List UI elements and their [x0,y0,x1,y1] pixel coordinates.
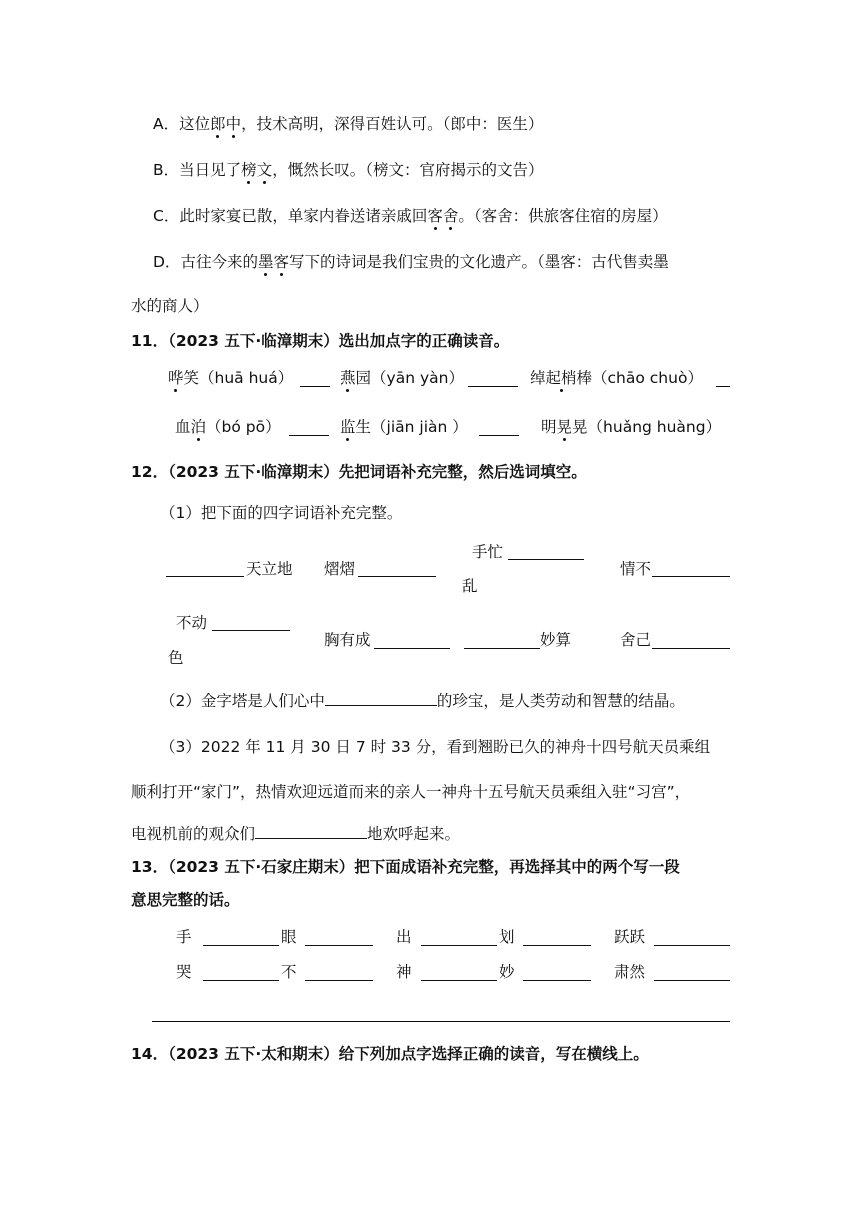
idiom-char: 哭 [176,963,192,981]
option-d-continuation: 水的商人） [131,297,209,315]
word-fragment: 妙算 [540,631,572,649]
answer-blank[interactable] [652,632,730,649]
pinyin-item: 燕园（yān yàn） [340,369,464,387]
answer-blank[interactable] [654,929,730,946]
word-fragment: 乱 [462,577,478,595]
word-fragment: 手忙 [472,543,504,561]
dotted-char: 泊 [190,418,207,436]
answer-blank[interactable] [508,543,584,560]
answer-blank[interactable] [374,632,450,649]
idiom-char: 跃跃 [614,928,646,946]
answer-blank[interactable] [523,929,591,946]
answer-blank[interactable] [325,689,437,706]
pinyin-item: 血泊（bó pō） [175,418,281,436]
dotted-char: 晃 [556,418,573,436]
writing-line[interactable] [152,1021,730,1022]
option-c: C．此时家宴已散，单家内眷送诸亲戚回客舍。（客舍：供旅客住宿的房屋） [153,207,668,225]
dotted-char: 哗 [168,369,184,387]
answer-blank[interactable] [212,614,290,631]
idiom-char: 眼 [281,928,297,946]
word-fragment: 胸有成 [324,631,371,649]
dotted-char: 榜 [241,161,257,179]
dotted-char: 郎 [210,115,226,133]
option-letter: C． [153,207,180,225]
dotted-char: 客 [427,207,443,225]
question-13-header-line-1: 13．（2023 五下·石家庄期末）把下面成语补充完整，再选择其中的两个写一段 [131,858,680,876]
answer-blank[interactable] [289,419,329,436]
pinyin-item: 监生（jiān jiàn ） [340,418,468,436]
answer-blank[interactable] [523,964,591,981]
answer-blank[interactable] [300,370,330,387]
answer-blank[interactable] [716,370,730,387]
answer-blank[interactable] [652,560,730,577]
answer-blank[interactable] [305,964,373,981]
option-letter: A． [153,115,180,133]
idiom-char: 出 [396,928,412,946]
option-letter: D． [153,253,181,271]
idiom-char: 划 [499,928,515,946]
dotted-char: 客 [273,253,289,271]
answer-blank[interactable] [468,370,518,387]
word-fragment: 不动 [176,614,208,632]
sub-question-3-line-2: 顺利打开“家门”，热情欢迎远道而来的亲人一神舟十五号航天员乘组入驻“习宫”， [131,783,691,801]
pinyin-item: 明晃晃（huǎng huàng） [541,418,722,436]
question-12-header: 12．（2023 五下·临漳期末）先把词语补充完整，然后选词填空。 [131,463,587,481]
sub-question-3-line-3: 电视机前的观众们 地欢呼起来。 [131,822,460,844]
pinyin-item: 哗笑（huā huá） [168,369,294,387]
option-a: A．这位郎中，技术高明，深得百姓认可。（郎中：医生） [153,115,544,133]
dotted-char: 中 [225,115,242,133]
question-11-header: 11．（2023 五下·临漳期末）选出加点字的正确读音。 [131,332,510,350]
answer-blank[interactable] [166,560,244,577]
option-b: B．当日见了榜文，慨然长叹。（榜文：官府揭示的文告） [153,161,544,179]
word-fragment: 情不 [620,560,652,578]
question-14-header: 14．（2023 五下·太和期末）给下列加点字选择正确的读音，写在横线上。 [131,1045,649,1063]
sub-question-3-line-1: （3）2022 年 11 月 30 日 7 时 33 分，看到翘盼已久的神舟十四号航天员乘组 [160,738,711,756]
option-d: D．古往今来的墨客写下的诗词是我们宝贵的文化遗产。（墨客：古代售卖墨 [153,253,669,271]
answer-blank[interactable] [305,929,373,946]
idiom-char: 神 [396,963,412,981]
dotted-char: 文 [256,161,273,179]
answer-blank[interactable] [479,419,519,436]
dotted-char: 墨 [257,253,274,271]
word-fragment: 天立地 [246,560,293,578]
pinyin-item: 绰起梢棒（chāo chuò） [530,369,703,387]
answer-blank[interactable] [358,560,436,577]
idiom-char: 手 [176,928,192,946]
idiom-char: 妙 [499,963,515,981]
word-fragment: 舍己 [620,631,652,649]
dotted-char: 监 [340,418,356,436]
answer-blank[interactable] [421,964,497,981]
option-letter: B． [153,161,180,179]
answer-blank[interactable] [255,822,367,839]
answer-blank[interactable] [421,929,497,946]
question-13-header-line-2: 意思完整的话。 [131,891,240,909]
idiom-char: 不 [281,963,297,981]
dotted-char: 舍 [442,207,459,225]
word-fragment: 色 [168,649,184,667]
answer-blank[interactable] [203,929,279,946]
idiom-char: 肃然 [614,963,646,981]
sub-question-2: （2）金字塔是人们心中 的珍宝，是人类劳动和智慧的结晶。 [160,689,685,711]
sub-question-1: （1）把下面的四字词语补充完整。 [160,504,403,522]
dotted-char: 燕 [340,369,356,387]
answer-blank[interactable] [654,964,730,981]
word-fragment: 熠熠 [324,560,356,578]
answer-blank[interactable] [464,632,540,649]
answer-blank[interactable] [203,964,279,981]
